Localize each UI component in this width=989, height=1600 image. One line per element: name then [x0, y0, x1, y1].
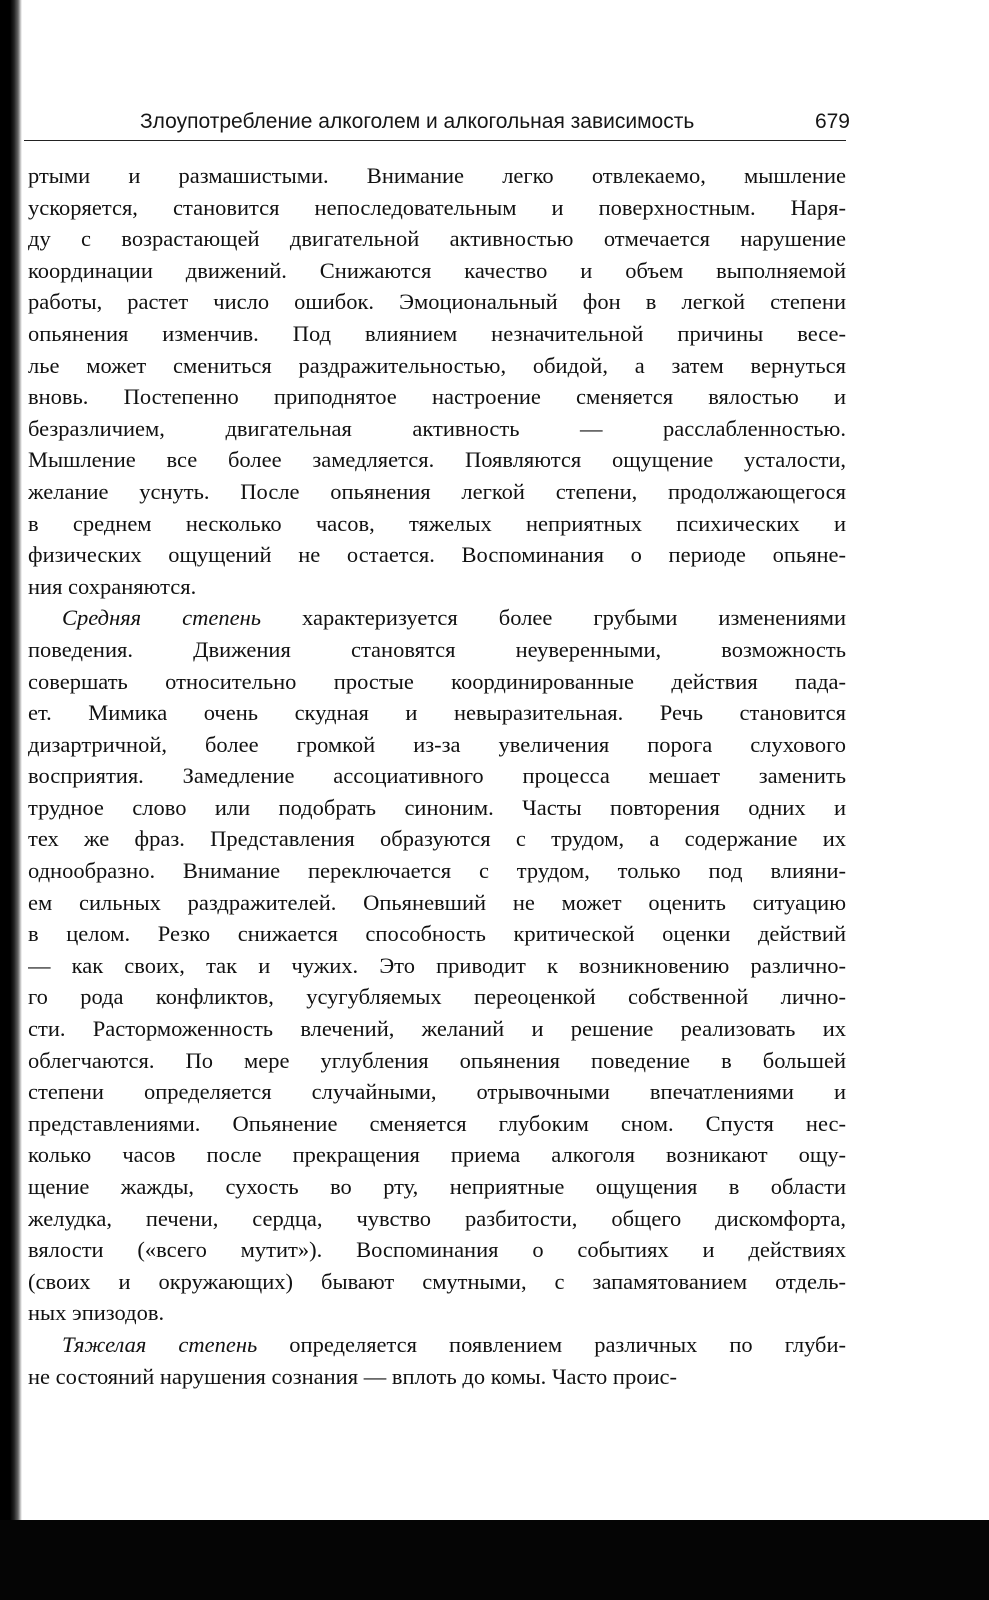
- line-text: физических ощущений не остается. Воспоминания о периоде опьяне-: [28, 542, 846, 568]
- line-text: — как своих, так и чужих. Это приводит к возникновению различно-: [28, 952, 846, 978]
- line-text: колько часов после прекращения приема алкоголя возникают ощу-: [28, 1142, 846, 1168]
- text-line: [28, 255, 846, 287]
- text-line: [28, 318, 846, 350]
- body-text: [28, 160, 846, 1392]
- text-line: [28, 823, 846, 855]
- text-line: [28, 192, 846, 224]
- text-line: [28, 476, 846, 508]
- line-text: Мышление все более замедляется. Появляются ощущение усталости,: [28, 447, 846, 473]
- line-text: однообразно. Внимание переключается с трудом, только под влияни-: [28, 858, 846, 884]
- text-line: [28, 981, 846, 1013]
- text-line: [28, 1361, 846, 1393]
- text-line: [28, 1329, 846, 1361]
- text-line: [28, 350, 846, 382]
- italic-term: Средняя степень: [62, 605, 262, 631]
- text-line: [28, 1297, 846, 1329]
- line-text: координации движений. Снижаются качество и объем выполняемой: [28, 257, 846, 283]
- line-text: желание уснуть. После опьянения легкой степени, продолжающегося: [28, 478, 846, 504]
- line-text: в целом. Резко снижается способность критической оценки действий: [28, 921, 846, 947]
- line-text: ртыми и размашистыми. Внимание легко отвлекаемо, мышление: [28, 163, 846, 188]
- text-line: [28, 729, 846, 761]
- line-text: сти. Расторможенность влечений, желаний и решение реализовать их: [28, 1016, 846, 1042]
- line-text: ных эпизодов.: [28, 1300, 165, 1326]
- text-line: [28, 697, 846, 729]
- line-text: опьянения изменчив. Под влиянием незначительной причины весе-: [28, 320, 846, 346]
- scan-left-edge: [0, 0, 22, 1600]
- page-number: 679: [814, 110, 850, 133]
- text-line: [28, 1171, 846, 1203]
- text-line: [28, 918, 846, 950]
- text-line: [28, 887, 846, 919]
- line-text: совершать относительно простые координированные действия пада-: [28, 668, 846, 694]
- line-text: ем сильных раздражителей. Опьяневший не может оценить ситуацию: [28, 889, 846, 915]
- line-text: ет. Мимика очень скудная и невыразительная. Речь становится: [28, 700, 846, 726]
- text-line: [28, 666, 846, 698]
- line-text: желудка, печени, сердца, чувство разбитости, общего дискомфорта,: [28, 1205, 846, 1231]
- text-line: [28, 634, 846, 666]
- italic-term: Тяжелая степень: [62, 1331, 258, 1357]
- line-text: не состояний нарушения сознания — вплоть до комы. Часто проис-: [28, 1363, 677, 1389]
- text-line: [28, 571, 846, 603]
- line-text: (своих и окружающих) бывают смутными, с запамятованием отдель-: [28, 1268, 846, 1294]
- line-text: работы, растет число ошибок. Эмоциональный фон в легкой степени: [28, 289, 846, 315]
- line-text: го рода конфликтов, усугубляемых переоценкой собственной лично-: [28, 984, 846, 1010]
- running-header: [140, 110, 850, 136]
- line-text: поведения. Движения становятся неуверенными, возможность: [28, 636, 846, 662]
- scan-bottom-edge: [0, 1520, 989, 1600]
- line-text: в среднем несколько часов, тяжелых неприятных психических и: [28, 510, 846, 536]
- text-line: [28, 223, 846, 255]
- line-text: характеризуется более грубыми изменениями: [261, 605, 846, 631]
- line-text: облегчаются. По мере углубления опьянения поведение в большей: [28, 1047, 846, 1073]
- line-text: ду с возрастающей двигательной активностью отмечается нарушение: [28, 226, 846, 252]
- text-line: [28, 444, 846, 476]
- text-line: [28, 381, 846, 413]
- text-line: [28, 602, 846, 634]
- text-line: [28, 1203, 846, 1235]
- text-line: [28, 1108, 846, 1140]
- text-line: [28, 286, 846, 318]
- text-line: [28, 760, 846, 792]
- line-text: восприятия. Замедление ассоциативного процесса мешает заменить: [28, 763, 846, 789]
- text-line: [28, 160, 846, 192]
- line-text: дизартричной, более громкой из-за увеличения порога слухового: [28, 731, 846, 757]
- line-text: тех же фраз. Представления образуются с трудом, а содержание их: [28, 826, 846, 852]
- text-line: [28, 792, 846, 824]
- text-line: [28, 855, 846, 887]
- header-rule: [24, 140, 846, 141]
- line-text: степени определяется случайными, отрывочными впечатлениями и: [28, 1079, 846, 1105]
- line-text: безразличием, двигательная активность — расслабленностью.: [28, 415, 846, 441]
- text-line: [28, 1139, 846, 1171]
- text-line: [28, 539, 846, 571]
- text-line: [28, 1013, 846, 1045]
- line-text: щение жажды, сухость во рту, неприятные ощущения в области: [28, 1174, 846, 1199]
- text-line: [28, 508, 846, 540]
- text-line: [28, 1234, 846, 1266]
- text-line: [28, 413, 846, 445]
- text-line: [28, 1266, 846, 1298]
- text-line: [28, 1076, 846, 1108]
- line-text: вялости («всего мутит»). Воспоминания о событиях и действиях: [28, 1237, 846, 1263]
- line-text: представлениями. Опьянение сменяется глубоким сном. Спустя нес-: [28, 1110, 846, 1136]
- text-line: [28, 1045, 846, 1077]
- line-text: вновь. Постепенно приподнятое настроение сменяется вялостью и: [28, 384, 846, 410]
- line-text: трудное слово или подобрать синоним. Часты повторения одних и: [28, 794, 846, 820]
- line-text: ния сохраняются.: [28, 573, 197, 599]
- line-text: лье может смениться раздражительностью, обидой, а затем вернуться: [28, 352, 846, 378]
- text-line: [28, 950, 846, 982]
- line-text: ускоряется, становится непоследовательным и поверхностным. Наря-: [28, 194, 846, 220]
- running-title: Злоупотребление алкоголем и алкогольная зависимость: [140, 110, 695, 133]
- line-text: определяется появлением различных по глуби-: [257, 1331, 846, 1357]
